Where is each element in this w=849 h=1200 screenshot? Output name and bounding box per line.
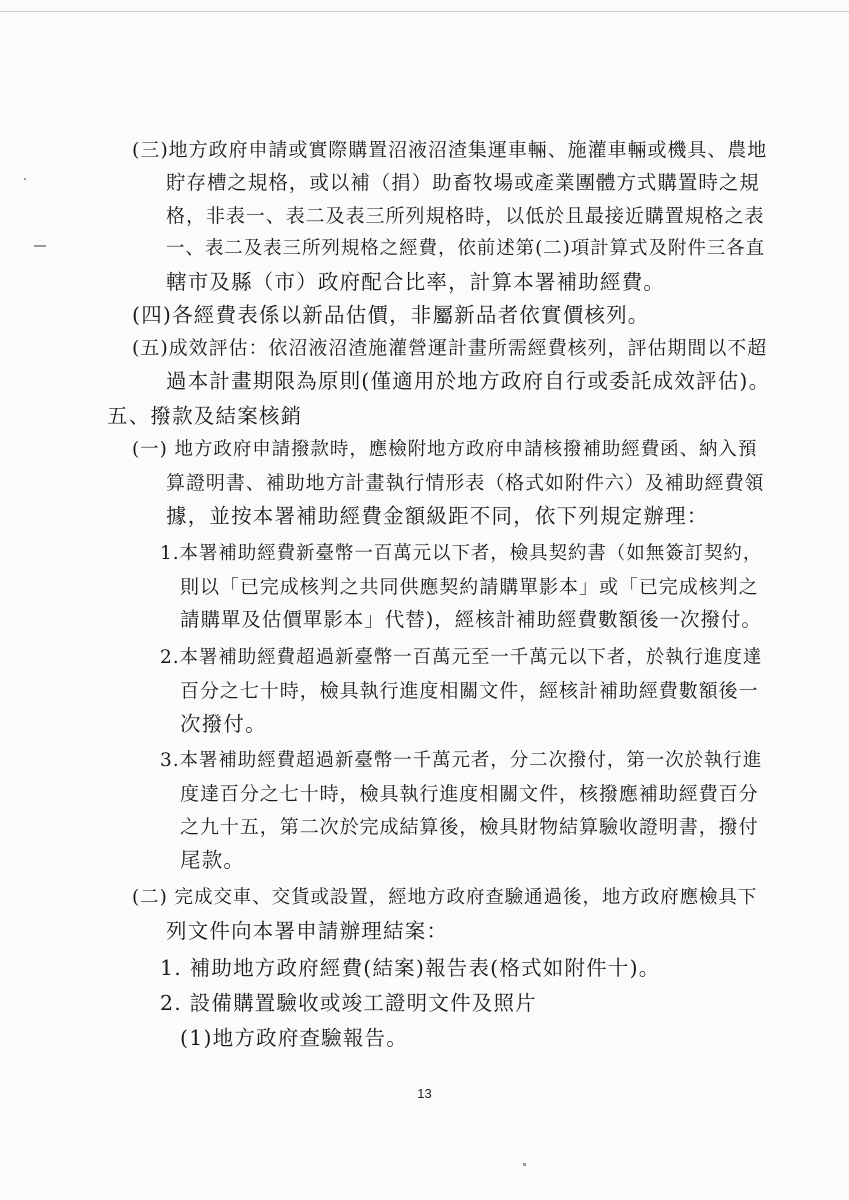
- para-4-line: (四)各經費表係以新品估價，非屬新品者依實價核列。: [132, 303, 650, 327]
- part-1-item-2-line: 次撥付。: [180, 712, 267, 736]
- part-1-item-1-line: 則以「已完成核判之共同供應契約請購單影本」或「已完成核判之: [180, 576, 759, 598]
- part-1-item-3-line: 尾款。: [180, 848, 246, 872]
- part-1-item-2-line: 百分之七十時，檢具執行進度相關文件，經核計補助經費數額後一: [180, 680, 759, 702]
- para-5-line: (五)成效評估：依沼液沼渣施灌營運計畫所需經費核列，評估期間以不超: [132, 337, 768, 359]
- part-1-line: 算證明書、補助地方計畫執行情形表（格式如附件六）及補助經費領: [166, 472, 765, 494]
- part-2-line: (二) 完成交車、交貨或設置，經地方政府查驗通過後，地方政府應檢具下: [132, 887, 758, 908]
- para-3-line: 格，非表一、表二及表三所列規格時，以低於且最接近購置規格之表: [166, 205, 765, 227]
- para-3-line: 轄市及縣（市）政府配合比率，計算本署補助經費。: [166, 270, 666, 294]
- part-1-item-3-line: 之九十五，第二次於完成結算後，檢具財物結算驗收證明書，撥付: [180, 816, 759, 838]
- part-2-line: 列文件向本署申請辦理結案：: [166, 919, 449, 943]
- section-heading: 五、撥款及結案核銷: [107, 404, 303, 428]
- scan-mark: [24, 178, 26, 180]
- para-5-line: 過本計畫期限為原則(僅適用於地方政府自行或委託成效評估)。: [166, 369, 771, 393]
- scan-mark: [34, 245, 46, 247]
- para-3-line: 貯存槽之規格，或以補（捐）助畜牧場或產業團體方式購置時之規: [166, 171, 760, 194]
- para-3-line: 一、表二及表三所列規格之經費，依前述第(二)項計算式及附件三各直: [166, 238, 766, 259]
- part-1-item-3-line: 3.本署補助經費超過新臺幣一千萬元者，分二次撥付，第一次於執行進: [160, 750, 763, 771]
- part-1-item-1-line: 1.本署補助經費新臺幣一百萬元以下者，檢具契約書（如無簽訂契約，: [160, 543, 763, 564]
- part-2-item-2: 2. 設備購置驗收或竣工證明文件及照片: [160, 991, 537, 1015]
- part-1-line: (一) 地方政府申請撥款時，應檢附地方政府申請核撥補助經費函、納入預: [132, 439, 758, 460]
- scan-mark: [523, 1163, 526, 1166]
- part-1-item-1-line: 請購單及估價單影本」代替)，經核計補助經費數額後一次撥付。: [180, 608, 762, 631]
- part-1-item-3-line: 度達百分之七十時，檢具執行進度相關文件，核撥應補助經費百分: [180, 783, 759, 805]
- page-number: 13: [417, 1086, 432, 1101]
- scan-edge-line: [0, 11, 849, 12]
- part-2-sub-item-1: (1)地方政府查驗報告。: [180, 1026, 408, 1050]
- para-3-line: (三)地方政府申請或實際購置沼液沼渣集運車輛、施灌車輛或機具、農地: [132, 139, 768, 161]
- part-1-item-2-line: 2.本署補助經費超過新臺幣一百萬元至一千萬元以下者，於執行進度達: [160, 647, 763, 668]
- part-2-item-1: 1. 補助地方政府經費(結案)報告表(格式如附件十)。: [160, 956, 661, 980]
- part-1-line: 據，並按本署補助經費金額級距不同，依下列規定辦理：: [166, 504, 709, 528]
